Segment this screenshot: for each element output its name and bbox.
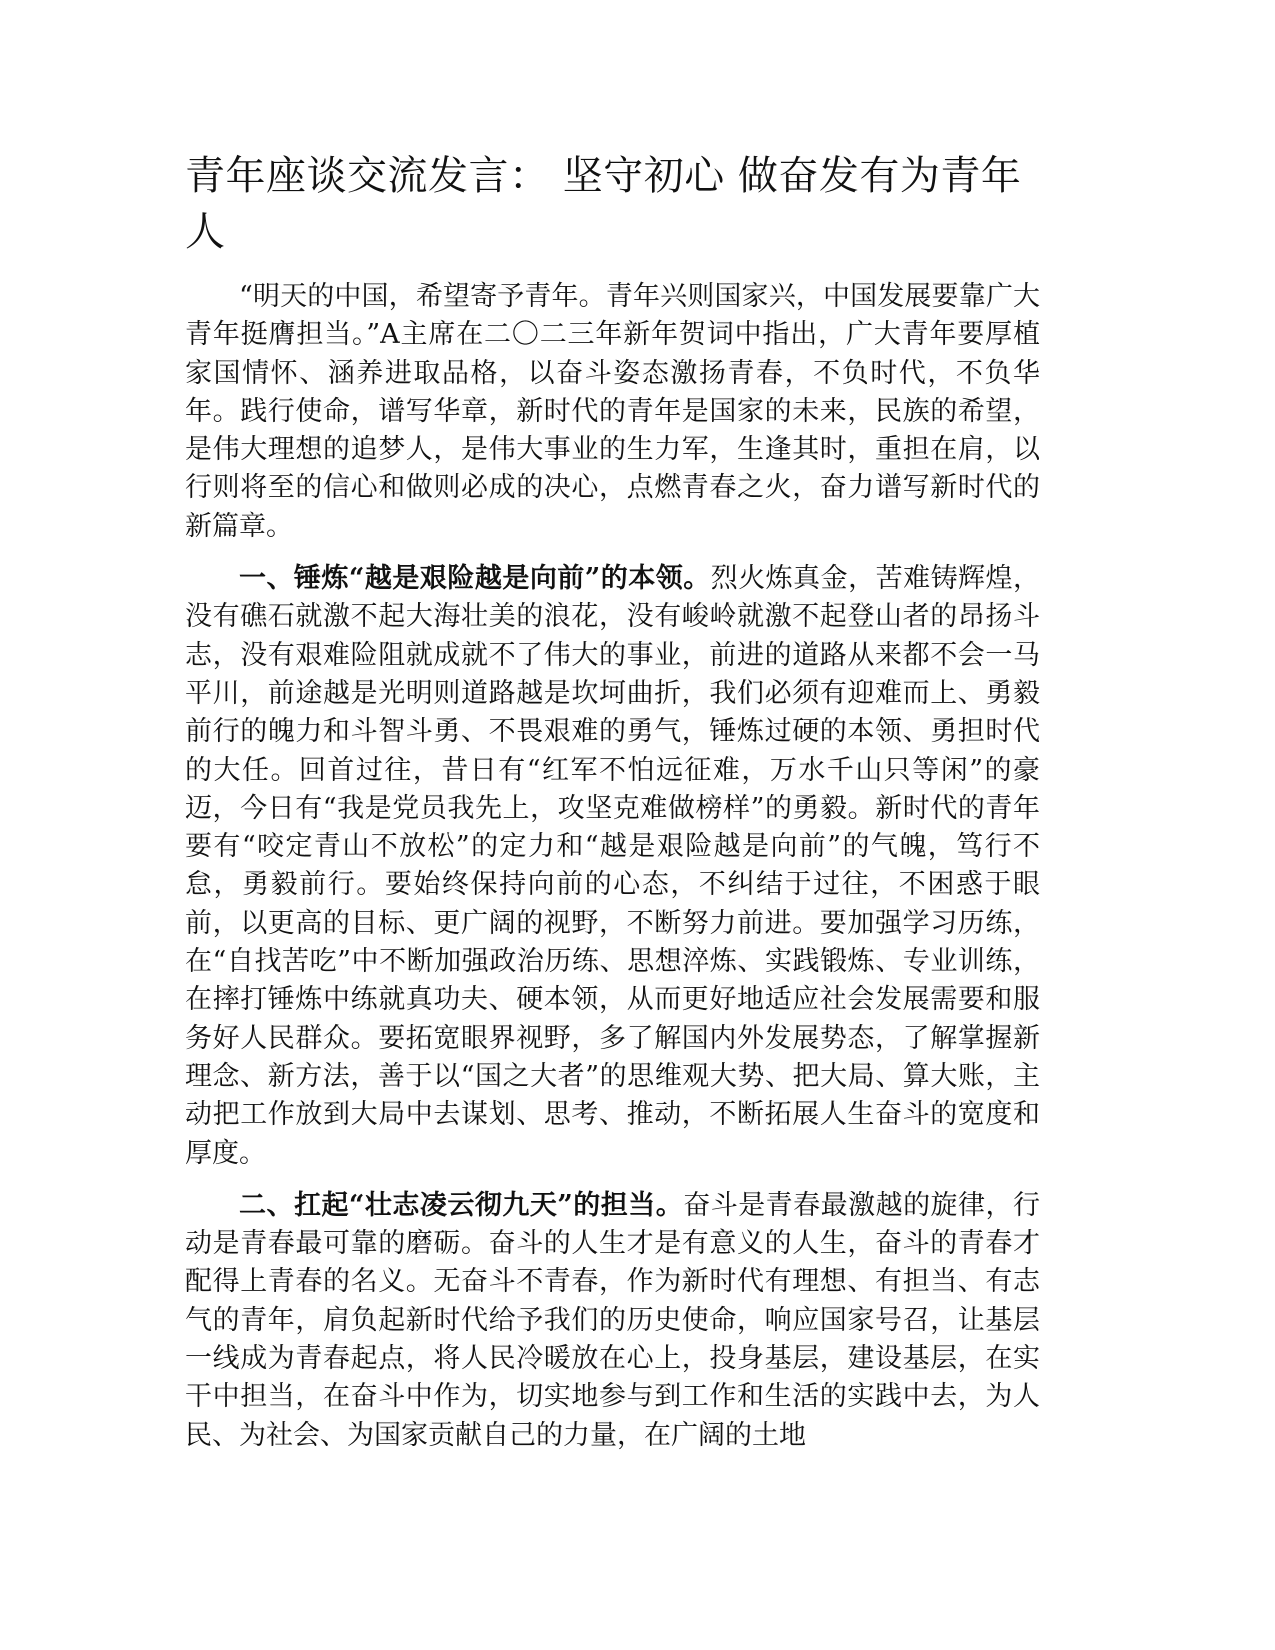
paragraph-section-two	[185, 1187, 1040, 1455]
document-title: 青年座谈交流发言： 坚守初心 做奋发有为青年人	[185, 153, 1022, 255]
paragraph-section-one	[185, 560, 1040, 1173]
section-two-heading: 二、扛起“壮志凌云彻九天”的担当。	[239, 1189, 684, 1221]
section-two-text: 奋斗是青春最激越的旋律，行动是青春最可靠的磨砺。奋斗的人生才是有意义的人生，奋斗的青春才配得上青春的名义。无奋斗不青春，作为新时代有理想、有担当、有志气的青年，肩负起新时代给予我们的历史使命，响应国家号召，让基层一线成为青春起点，将人民冷暖放在心上，投身基层，建设基层，在实干中担当，在奋斗中作为，切实地参与到工作和生活的实践中去，为人民、为社会、为国家贡献自己的力量，在广阔的土地	[185, 1189, 1041, 1451]
paragraph-intro-text: “明天的中国，希望寄予青年。青年兴则国家兴，中国发展要靠广大青年挺膺担当。”A主席在二〇二三年新年贺词中指出，广大青年要厚植家国情怀、涵养进取品格，以奋斗姿态激扬青春，不负时代，不负华年。践行使命，谱写华章，新时代的青年是国家的未来，民族的希望，是伟大理想的追梦人，是伟大事业的生力军，生逢其时，重担在肩，以行则将至的信心和做则必成的决心，点燃青春之火，奋力谱写新时代的新篇章。	[185, 281, 1040, 542]
section-one-text: 烈火炼真金，苦难铸辉煌，没有礁石就激不起大海壮美的浪花，没有峻岭就激不起登山者的昂扬斗志，没有艰难险阻就成就不了伟大的事业，前进的道路从来都不会一马平川，前途越是光明则道路越是坎坷曲折，我们必须有迎难而上、勇毅前行的魄力和斗智斗勇、不畏艰难的勇气，锤炼过硬的本领、勇担时代的大任。回首过往，昔日有“红军不怕远征难，万水千山只等闲”的豪迈，今日有“我是党员我先上，攻坚克难做榜样”的勇毅。新时代的青年要有“咬定青山不放松”的定力和“越是艰险越是向前”的气魄，笃行不怠，勇毅前行。要始终保持向前的心态，不纠结于过往，不困惑于眼前，以更高的目标、更广阔的视野，不断努力前进。要加强学习历练，在“自找苦吃”中不断加强政治历练、思想淬炼、实践锻炼、专业训练，在摔打锤炼中练就真功夫、硬本领，从而更好地适应社会发展需要和服务好人民群众。要拓宽眼界视野，多了解国内外发展势态，了解掌握新理念、新方法，善于以“国之大者”的思维观大势、把大局、算大账，主动把工作放到大局中去谋划、思考、推动，不断拓展人生奋斗的宽度和厚度。	[185, 563, 1041, 1169]
document-page	[185, 148, 1040, 1469]
paragraph-intro	[185, 278, 1040, 546]
section-one-heading: 一、锤炼“越是艰险越是向前”的本领。	[239, 563, 711, 595]
